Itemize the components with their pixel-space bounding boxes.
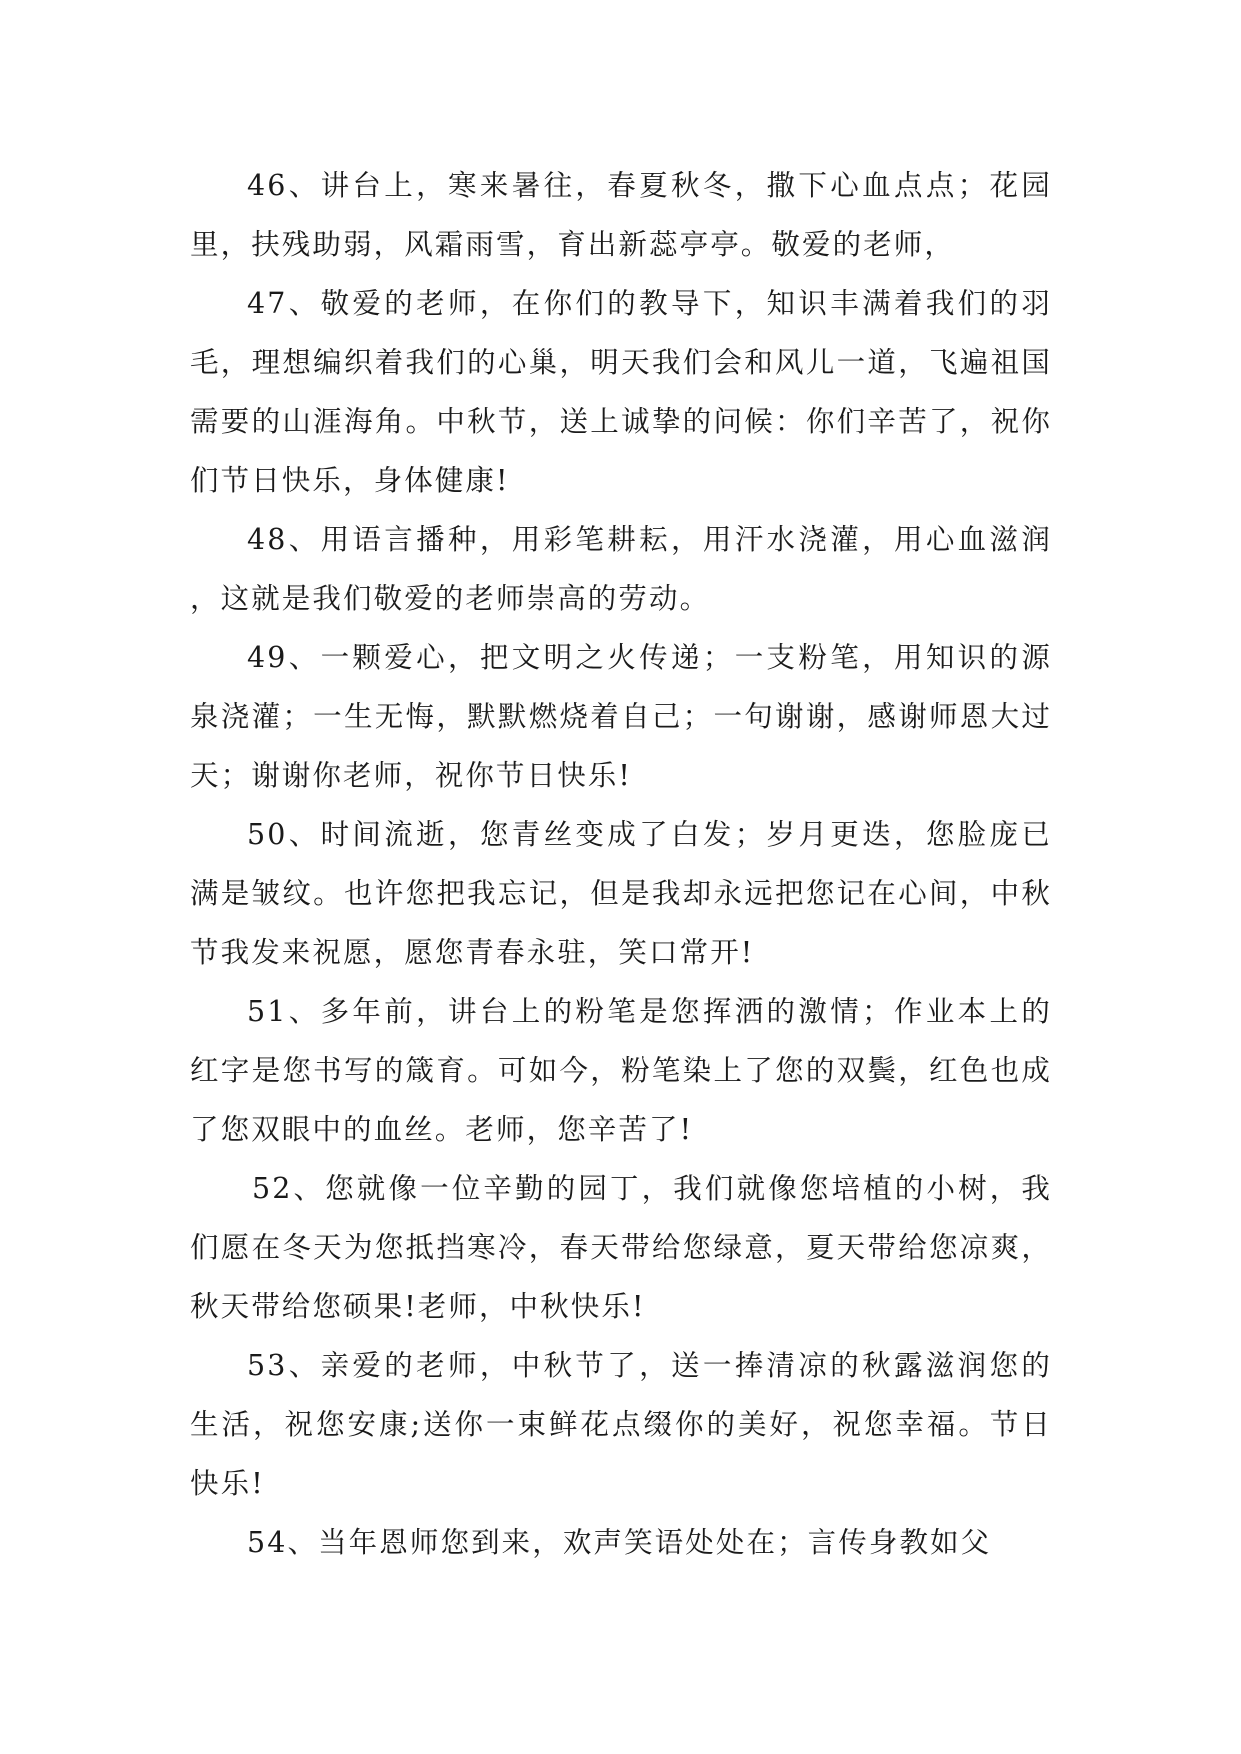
document-body [190,156,1052,1572]
paragraph-46: 46、讲台上，寒来暑往，春夏秋冬，撒下心血点点；花园里，扶残助弱，风霜雨雪，育出新蕊亭亭。敬爱的老师， [190,169,1052,261]
paragraph-47: 47、敬爱的老师，在你们的教导下，知识丰满着我们的羽毛，理想编织着我们的心巢，明天我们会和风儿一道，飞遍祖国需要的山涯海角。中秋节，送上诚挚的问候：你们辛苦了，祝你们节日快乐，身体健康! [190,287,1052,497]
paragraph-50: 50、时间流逝，您青丝变成了白发；岁月更迭，您脸庞已满是皱纹。也许您把我忘记，但是我却永远把您记在心间，中秋节我发来祝愿，愿您青春永驻，笑口常开! [190,818,1052,969]
paragraph-48: 48、用语言播种，用彩笔耕耘，用汗水浇灌，用心血滋润，这就是我们敬爱的老师崇高的劳动。 [190,523,1052,615]
paragraph-49: 49、一颗爱心，把文明之火传递；一支粉笔，用知识的源泉浇灌；一生无悔，默默燃烧着自己；一句谢谢，感谢师恩大过天；谢谢你老师，祝你节日快乐! [190,641,1052,792]
paragraph-54: 54、当年恩师您到来，欢声笑语处处在；言传身教如父 [247,1526,992,1559]
paragraph-52: 52、您就像一位辛勤的园丁，我们就像您培植的小树，我们愿在冬天为您抵挡寒冷，春天带给您绿意，夏天带给您凉爽，秋天带给您硕果!老师，中秋快乐! [190,1172,1052,1323]
paragraph-53: 53、亲爱的老师，中秋节了，送一捧清凉的秋露滋润您的生活，祝您安康;送你一束鲜花点缀你的美好，祝您幸福。节日快乐! [190,1349,1052,1500]
paragraph-51: 51、多年前，讲台上的粉笔是您挥洒的激情；作业本上的红字是您书写的箴育。可如今，粉笔染上了您的双鬓，红色也成了您双眼中的血丝。老师，您辛苦了! [190,995,1052,1146]
